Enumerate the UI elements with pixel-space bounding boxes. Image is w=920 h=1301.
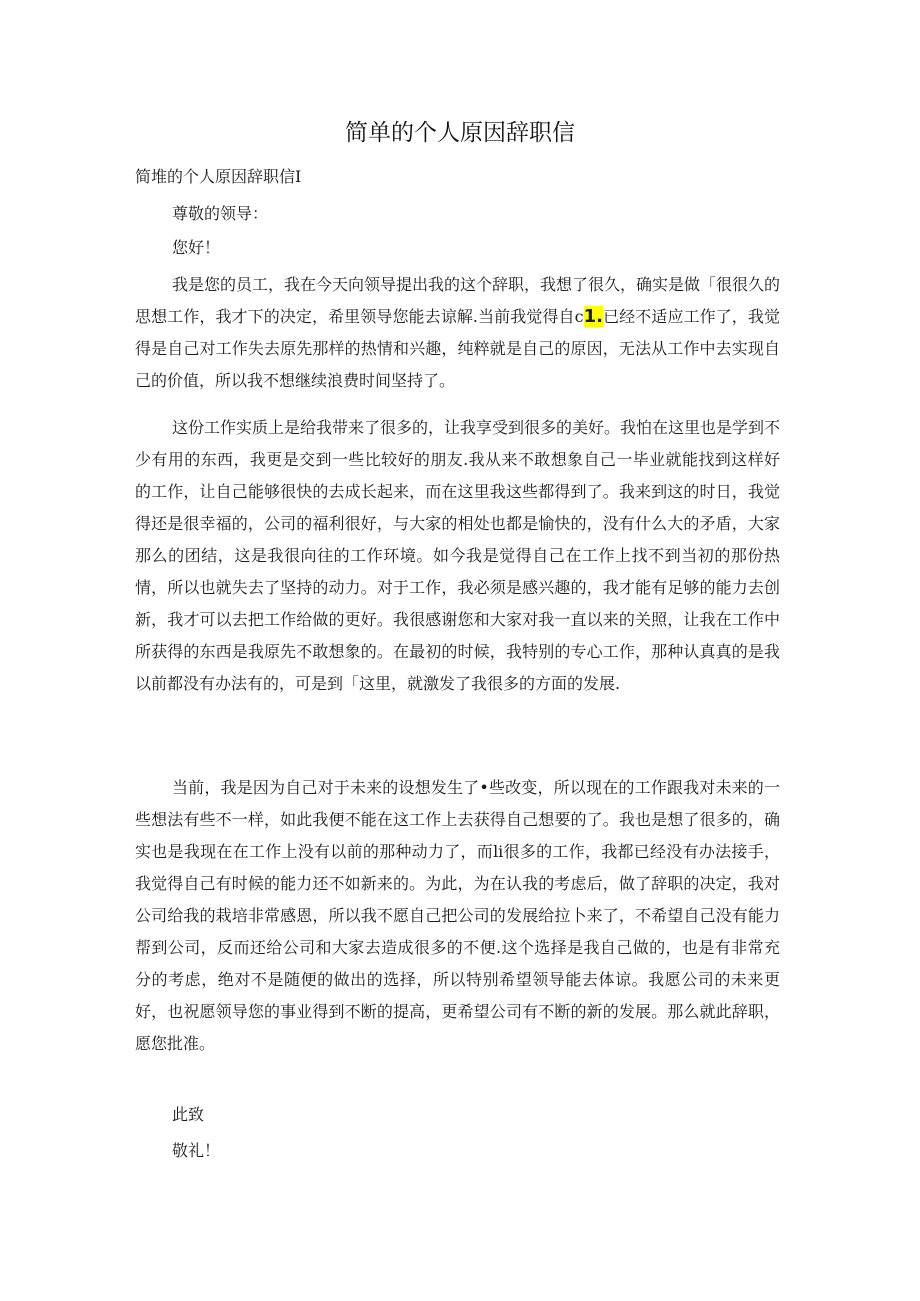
document-title: 简单的个人原因辞职信 — [345, 120, 575, 146]
paragraph-1 — [135, 269, 780, 397]
closing-cizhi: 此致 — [172, 1105, 205, 1124]
paragraph-3: 当前，我是因为自己对于未来的设想发生了•些改变，所以现在的工作跟我对未来的一些想法有些不一样，如此我便不能在这工作上去获得自己想要的了。我也是想了很多的，确实也是我现在在工作上没有以前的那种动力了，而li很多的工作，我都已经没有办法接手，我觉得自己有时候的能力还不如新来的。为此，为在认我的考虑后，做了辞职的决定，我对公司给我的栽培非常感恩，所以我不愿自己把公司的发展给拉卜来了，不希望自己没有能力帮到公司，反而还给公司和大家去造成很多的不便.这个选择是我自己做的，也是有非常充分的考虑，绝对不是随便的做出的选择，所以特别希望领导能去体谅。我愿公司的未来更好，也祝愿领导您的事业得到不断的提高，更希望公司有不断的新的发展。那么就此辞职，愿您批准。 — [135, 778, 780, 1053]
closing-jingli: 敬礼！ — [172, 1141, 221, 1160]
paragraph-1-text-b: 已经不适应工作了，我觉得是自己对工作失去原先那样的热情和兴趣，纯粹就是自己的原因，无法从工作中去实现自己的价值，所以我不想继续浪费时间坚持了。 — [135, 307, 780, 390]
highlighted-mark: 1. — [583, 306, 603, 327]
paragraph-2: 这份工作实质上是给我带来了很多的，让我享受到很多的美好。我怕在这里也是学到不少有用的东西，我更是交到一些比较好的朋友.我从来不敢想象自己一毕业就能找到这样好的工作，让自己能够很快的去成长起来，而在这里我这些都得到了。我来到这的时日，我觉得还是很幸福的，公司的福利很好，与大家的相处也都是愉快的，没有什么大的矛盾，大家那么的团结，这是我很向往的工作环境。如今我是觉得自己在工作上找不到当初的那份热情，所以也就失去了坚持的动力。对于工作，我必须是感兴趣的，我才能有足够的能力去创新，我才可以去把工作给做的更好。我很感谢您和大家对我一直以来的关照，让我在工作中所获得的东西是我原先不敢想象的。在最初的时候，我特别的专心工作，那种认真真的是我以前都没有办法有的，可是到「这里，就激发了我很多的方面的发展. — [135, 418, 781, 693]
salutation: 尊敬的领导： — [172, 204, 269, 223]
paragraph-1-text-a: 我是您的员工，我在今天向领导提出我的这个辞职，我想了很久，确实是做「很很久的思想工作，我才下的决定，希里领导您能去谅解.当前我觉得自c — [135, 275, 781, 326]
document-subtitle: 简堆的个人原因辞职信I — [135, 167, 302, 186]
greeting: 您好！ — [172, 238, 221, 257]
